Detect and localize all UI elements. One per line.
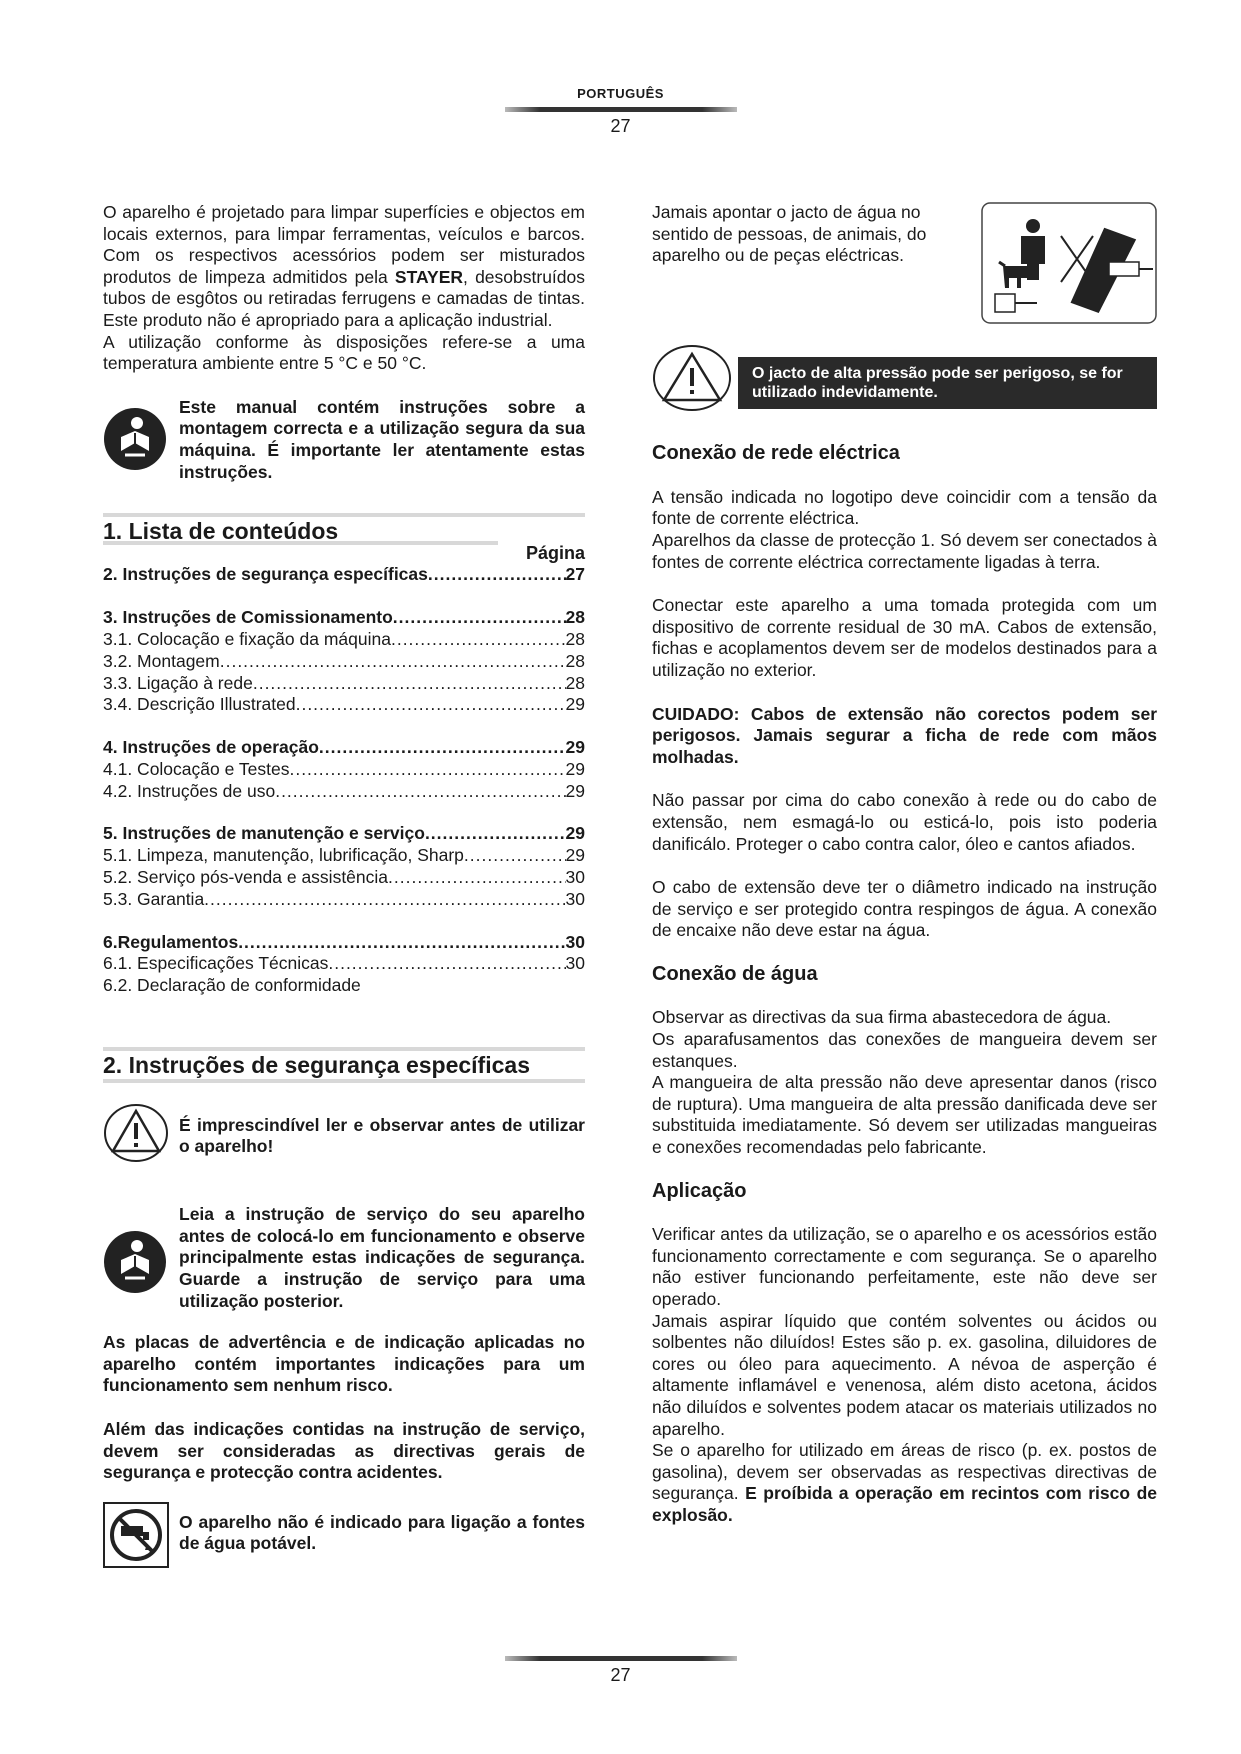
toc-entry-page: 28: [565, 628, 585, 649]
toc-leader-dots: [204, 889, 565, 911]
toc-entry-label: 5.1. Limpeza, manutenção, lubrificação, Sharp: [103, 845, 464, 866]
no-potable-water-icon: [103, 1502, 169, 1574]
water-title: Conexão de água: [652, 962, 818, 985]
no-spray-people-icon: [981, 202, 1157, 330]
toc-entry-label: 3.1. Colocação e fixação da máquina: [103, 628, 391, 649]
toc-entry: [103, 932, 585, 954]
elec-p4: Não passar por cima do cabo conexão à rede ou do cabo de extensão, nem esmagá-lo ou esticá-lo, pois isto poderia danificálo. Proteger o cabo contra calor, óleo e cantos afiados.: [652, 790, 1157, 854]
left-column: [103, 202, 585, 1573]
toc-last-entry: 6.2. Declaração de conformidade: [103, 975, 361, 996]
read-manual-icon-2: [103, 1230, 167, 1300]
header-page-number: 27: [610, 116, 631, 136]
toc-entry-page: 29: [565, 737, 585, 758]
header-bar: [505, 107, 737, 112]
toc-gap: [103, 586, 585, 607]
toc-entry: [103, 694, 585, 716]
app-title: Aplicação: [652, 1179, 747, 1202]
toc-gap: [103, 802, 585, 823]
right-column: [652, 202, 1157, 1527]
toc-leader-dots: [328, 953, 565, 975]
toc-entry-label: 6.1. Especificações Técnicas: [103, 953, 329, 974]
toc-entry-page: 27: [565, 564, 585, 585]
toc-entry-page: 30: [565, 931, 585, 952]
intro-paragraph: [103, 202, 585, 332]
safety-plates: As placas de advertência e de indicação aplicadas no aparelho contém importantes indicações para um funcionamento sem nenhum risco.: [103, 1332, 585, 1396]
toc-entry: [103, 823, 585, 845]
table-of-contents: [103, 564, 585, 975]
toc-leader-dots: [220, 651, 566, 673]
toc-entry: [103, 845, 585, 867]
water-p2: Os aparafusamentos das conexões de mangueira devem ser estanques.: [652, 1029, 1157, 1071]
toc-entry-label: 3. Instruções de Comissionamento: [103, 607, 393, 628]
toc-leader-dots: [393, 607, 566, 629]
toc-entry-label: 3.2. Montagem: [103, 650, 220, 671]
toc-entry: [103, 651, 585, 673]
toc-entry: [103, 737, 585, 759]
toc-entry: [103, 673, 585, 695]
toc-entry-page: 30: [565, 953, 585, 974]
elec-p2: Aparelhos da classe de protecção 1. Só devem ser conectados à fontes de corrente eléctrica correctamente ligadas à terra.: [652, 529, 1157, 572]
toc-entry: [103, 953, 585, 975]
toc-leader-dots: [391, 629, 566, 651]
manual-note: Este manual contém instruções sobre a montagem correcta e a utilização segura da sua máquina. É importante ler atentamente estas instruções.: [179, 396, 585, 482]
elec-p1: A tensão indicada no logotipo deve coincidir com a tensão da fonte de corrente eléctrica.: [652, 486, 1157, 529]
toc-title: 1. Lista de conteúdos: [103, 518, 339, 545]
brand-name: STAYER: [394, 266, 463, 287]
toc-entry: [103, 607, 585, 629]
safety-warning-block: [103, 1107, 585, 1169]
manual-note-block: [103, 397, 585, 483]
toc-entry-label: 5.2. Serviço pós-venda e assistência: [103, 867, 389, 888]
toc-entry-label: 3.3. Ligação à rede: [103, 672, 253, 693]
toc-leader-dots: [275, 781, 565, 803]
toc-gap: [103, 716, 585, 737]
elec-title: Conexão de rede eléctrica: [652, 442, 900, 465]
toc-entry-label: 5. Instruções de manutenção e serviço: [103, 823, 425, 844]
never-aim-block: [652, 202, 1157, 330]
toc-leader-dots: [428, 564, 566, 586]
toc-entry-page: 28: [565, 650, 585, 671]
app-p1: Verificar antes da utilização, se o aparelho e os acessórios estão funcionamento correctamente e com segurança. Se o aparelho não estiver funcionando perfeitamente, este não deve ser operado.: [652, 1224, 1157, 1309]
header-language: PORTUGUÊS: [577, 86, 664, 101]
safety-rule-bottom: [103, 1079, 585, 1083]
jet-warning-banner: O jacto de alta pressão pode ser perigoso, se for utilizado indevidamente.: [738, 357, 1157, 409]
warning-triangle-icon: [103, 1103, 169, 1169]
toc-leader-dots: [238, 932, 565, 954]
never-aim-text: Jamais apontar o jacto de água no sentido de pessoas, de animais, do aparelho ou de peças eléctricas.: [652, 202, 927, 266]
app-p3-text: Se o aparelho for utilizado em áreas de risco (p. ex. postos de gasolina), devem ser observadas as respectivas directivas de segurança.: [652, 1440, 1157, 1504]
toc-entry-label: 2. Instruções de segurança específicas: [103, 564, 428, 585]
toc-entry-label: 6.Regulamentos: [103, 931, 239, 952]
toc-entry-page: 29: [565, 694, 585, 715]
toc-gap: [103, 911, 585, 932]
toc-entry: [103, 629, 585, 651]
water-p3: A mangueira de alta pressão não deve apresentar danos (risco de ruptura). Uma mangueira de alta pressão danificada deve ser substituida imediatamente. Só devem ser utilizadas mangueiras e conexões recomendadas pelo fabricante.: [652, 1072, 1157, 1158]
toc-entry-label: 4.2. Instruções de uso: [103, 780, 276, 801]
footer-page-number: 27: [610, 1665, 631, 1685]
toc-leader-dots: [289, 759, 565, 781]
toc-rule-top: [103, 513, 585, 517]
toc-entry-page: 29: [565, 823, 585, 844]
toc-entry-page: 29: [565, 758, 585, 779]
toc-entry-label: 5.3. Garantia: [103, 888, 205, 909]
app-p2: Jamais aspirar líquido que contém solventes ou ácidos ou solbentes não diluídos! Estes são p. ex. gasolina, diluidores de cores ou óleo para aquecimento. A névoa de asperção é altamente inflamável e venenosa, além disto acetona, ácidos não diluídos e solventes podem atacar os materiais utilizados no aparelho.: [652, 1310, 1157, 1439]
intro-text-cont: , desobstruídos tubos de esgôtos ou retiradas ferrugens e camadas de tintas. Este produto não é apropriado para a aplicação industrial.: [103, 266, 586, 330]
safety-warning: É imprescindível ler e observar antes de utilizar o aparelho!: [179, 1114, 585, 1157]
toc-entry: [103, 564, 585, 586]
toc-entry: [103, 781, 585, 803]
elec-p3: Conectar este aparelho a uma tomada protegida com um dispositivo de corrente residual de 30 mA. Cabos de extensão, fichas e acoplamentos devem ser de modelos destinados para a utilização no exterior.: [652, 595, 1157, 680]
toc-leader-dots: [388, 867, 566, 889]
toc-entry-page: 30: [565, 888, 585, 909]
app-p3-bold: E proíbida a operação em recintos com risco de explosão.: [652, 1483, 1157, 1525]
read-manual-icon: [103, 407, 167, 477]
toc-entry-label: 4.1. Colocação e Testes: [103, 758, 290, 779]
warning-triangle-icon-2: [652, 344, 732, 418]
toc-entry: [103, 867, 585, 889]
safety-read: Leia a instrução de serviço do seu aparelho antes de colocá-lo em funcionamento e observe principalmente estas indicações de segurança. Guarde a instrução de serviço para uma utilização posterior.: [179, 1204, 585, 1311]
jet-warning-block: [652, 344, 1157, 418]
toc-entry: [103, 889, 585, 911]
toc-leader-dots: [319, 737, 566, 759]
potable-block: [103, 1502, 585, 1574]
toc-leader-dots: [253, 673, 566, 695]
intro-text: O aparelho é projetado para limpar superfícies e objectos em locais externos, para limpar ferramentas, veículos e barcos. Com os respectivos acessórios podem ser misturados produtos de limpeza admitidos pela: [103, 202, 585, 287]
toc-entry-page: 29: [565, 780, 585, 801]
intro-paragraph-2: A utilização conforme às disposições refere-se a uma temperatura ambiente entre 5 °C e 50 °C.: [103, 331, 585, 374]
water-p1: Observar as directivas da sua firma abastecedora de água.: [652, 1007, 1112, 1028]
toc-entry-label: 4. Instruções de operação: [103, 737, 319, 758]
toc-entry-label: 3.4. Descrição Illustrated: [103, 694, 296, 715]
toc-entry-page: 28: [565, 607, 585, 628]
safety-rule-top: [103, 1047, 585, 1051]
toc-leader-dots: [296, 694, 566, 716]
toc-leader-dots: [425, 823, 566, 845]
elec-p5: O cabo de extensão deve ter o diâmetro indicado na instrução de serviço e ser protegido contra respingos de água. A conexão de encaixe não deve estar na água.: [652, 877, 1157, 941]
toc-entry-page: 28: [565, 672, 585, 693]
toc-leader-dots: [464, 845, 566, 867]
app-p3: [652, 1440, 1157, 1526]
safety-read-block: [103, 1204, 585, 1312]
footer-bar: [505, 1656, 737, 1661]
safety-title: 2. Instruções de segurança específicas: [103, 1052, 530, 1079]
safety-general: Além das indicações contidas na instrução de serviço, devem ser consideradas as directivas gerais de segurança e protecção contra acidentes.: [103, 1419, 585, 1483]
elec-caution: CUIDADO: Cabos de extensão não corectos podem ser perigosos. Jamais segurar a ficha de rede com mãos molhadas.: [652, 703, 1157, 767]
toc-entry-page: 29: [565, 845, 585, 866]
toc-entry-page: 30: [565, 867, 585, 888]
toc-page-header: Página: [525, 542, 585, 563]
toc-entry: [103, 759, 585, 781]
potable-warning: O aparelho não é indicado para ligação a fontes de água potável.: [179, 1511, 585, 1554]
